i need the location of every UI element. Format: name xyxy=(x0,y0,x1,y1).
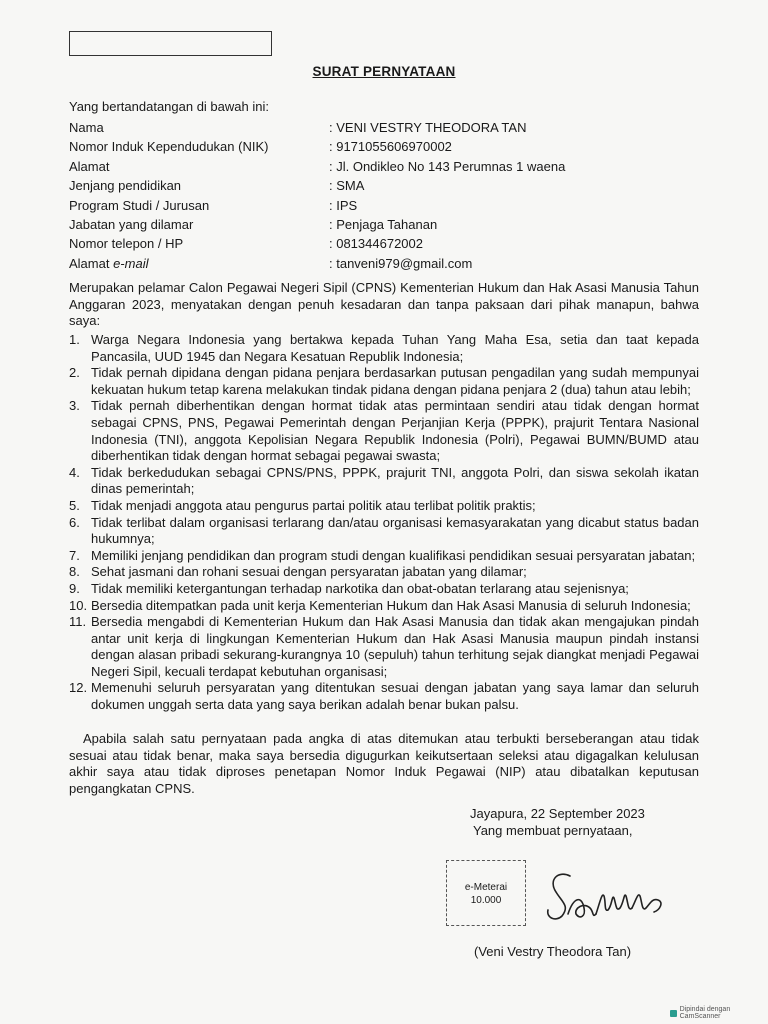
list-text: Bersedia mengabdi di Kementerian Hukum dan Hak Asasi Manusia dan tidak akan mengajukan pindah antar unit kerja di lingkungan Kementerian Hukum dan Hak Asasi Manusia maupun pindah instansi dengan alasan pribadi sekurang-kurangnya 10 (sepuluh) tahun terhitung sejak diangkat menjadi Pegawai Negeri Sipil, kecuali terdapat kebutuhan organisasi; xyxy=(91,614,699,679)
identity-row-email xyxy=(69,254,709,273)
identity-value: : tanveni979@gmail.com xyxy=(329,255,473,271)
list-item xyxy=(69,465,699,498)
closing-paragraph: Apabila salah satu pernyataan pada angka di atas ditemukan atau terbukti berseberangan atau tidak sesuai atau tidak benar, maka saya bersedia digugurkan keikutsertaan seleksi atau digagalkan kelulusan akhir saya atau tidak diproses penetapan Nomor Induk Pegawai (NIP) atau dibatalkan keputusan pengangkatan CPNS. xyxy=(69,731,699,796)
list-number: 2. xyxy=(69,365,80,381)
identity-row-address xyxy=(69,157,709,176)
identity-value: : SMA xyxy=(329,178,365,194)
list-item xyxy=(69,598,699,615)
identity-label: Program Studi / Jurusan xyxy=(69,197,210,213)
signer-caption: Yang membuat pernyataan, xyxy=(473,823,633,838)
list-text: Memiliki jenjang pendidikan dan program studi dengan kualifikasi pendidikan sesuai persyaratan jabatan; xyxy=(91,547,696,563)
list-text: Tidak pernah dipidana dengan pidana penjara berdasarkan putusan pengadilan yang sudah mempunyai kekuatan hukum tetap karena melakukan tindak pidana dengan pidana penjara 2 (dua) tahun atau lebih; xyxy=(91,365,699,397)
list-item xyxy=(69,581,699,598)
list-number: 12. xyxy=(69,680,88,696)
identity-label: Nomor telepon / HP xyxy=(69,236,184,252)
list-text: Tidak pernah diberhentikan dengan hormat tidak atas permintaan sendiri atau tidak dengan hormat sebagai CPNS, PNS, Pegawai Pemerintah dengan Perjanjian Kerja (PPPK), prajurit Tentara Nasional Indonesia (TNI), anggota Kepolisian Negara Republik Indonesia (Polri), Pegawai BUMN/BUMD atau diberhentikan tidak dengan hormat sebagai pegawai swasta; xyxy=(91,398,699,464)
identity-value: : 081344672002 xyxy=(329,236,423,252)
identity-row-position xyxy=(69,215,709,234)
signature-block xyxy=(470,805,645,839)
identity-value: : Penjaga Tahanan xyxy=(329,216,438,232)
list-item xyxy=(69,332,699,365)
list-item xyxy=(69,498,699,515)
identity-table xyxy=(69,118,709,273)
document-title: SURAT PERNYATAAN xyxy=(312,64,456,79)
list-text: Bersedia ditempatkan pada unit kerja Kementerian Hukum dan Hak Asasi Manusia di seluruh Indonesia; xyxy=(91,597,691,613)
list-text: Warga Negara Indonesia yang bertakwa kepada Tuhan Yang Maha Esa, setia dan taat kepada Pancasila, UUD 1945 dan Negara Kesatuan Republik Indonesia; xyxy=(91,332,699,364)
list-number: 3. xyxy=(69,398,80,414)
identity-label: Alamat xyxy=(69,158,110,174)
list-text: Tidak terlibat dalam organisasi terlarang dan/atau organisasi kemasyarakatan yang dicabut status badan hukumnya; xyxy=(91,514,699,547)
camscanner-icon xyxy=(670,1010,677,1017)
statement-paragraph: Merupakan pelamar Calon Pegawai Negeri Sipil (CPNS) Kementerian Hukum dan Hak Asasi Manusia Tahun Anggaran 2023, menyatakan dengan penuh kesadaran dan tanpa paksaan dari pihak manapun, bahwa saya: xyxy=(69,280,699,329)
list-text: Sehat jasmani dan rohani sesuai dengan persyaratan jabatan yang dilamar; xyxy=(91,564,527,580)
blank-box xyxy=(69,31,272,56)
identity-row-major xyxy=(69,196,709,215)
list-number: 11. xyxy=(69,614,87,630)
list-number: 9. xyxy=(69,580,80,596)
identity-row-education xyxy=(69,176,709,195)
list-number: 7. xyxy=(69,547,80,563)
list-number: 6. xyxy=(69,514,80,530)
signer-name: (Veni Vestry Theodora Tan) xyxy=(474,944,632,959)
list-item xyxy=(69,548,699,565)
list-item xyxy=(69,365,699,398)
place-date: Jayapura, 22 September 2023 xyxy=(470,806,645,821)
identity-label: Jenjang pendidikan xyxy=(69,178,182,194)
scanner-label: Dipindai dengan CamScanner xyxy=(679,1006,731,1020)
list-text: Memenuhi seluruh persyaratan yang ditentukan sesuai dengan jabatan yang saya lamar dan seluruh dokumen unggah serta data yang saya berikan adalah benar bukan palsu. xyxy=(91,680,699,713)
list-item xyxy=(69,680,699,713)
identity-label xyxy=(69,254,148,273)
identity-value: : IPS xyxy=(329,197,358,213)
statement-list xyxy=(69,332,699,714)
meterai-label: e-Meterai xyxy=(464,882,508,893)
identity-value: : VENI VESTRY THEODORA TAN xyxy=(329,120,527,135)
identity-value: : 9171055606970002 xyxy=(329,139,452,155)
identity-value: : Jl. Ondikleo No 143 Perumnas 1 waena xyxy=(329,158,566,174)
e-meterai-stamp xyxy=(446,860,526,926)
identity-row-nik xyxy=(69,137,709,156)
list-item xyxy=(69,515,699,548)
list-number: 1. xyxy=(69,332,80,347)
identity-label-italic: e-mail xyxy=(113,255,149,271)
meterai-value: 10.000 xyxy=(470,895,502,906)
identity-label: Nomor Induk Kependudukan (NIK) xyxy=(69,139,269,155)
scanner-watermark xyxy=(670,1006,768,1020)
list-text: Tidak menjadi anggota atau pengurus partai politik atau terlibat politik praktis; xyxy=(91,497,536,513)
identity-label: Jabatan yang dilamar xyxy=(69,216,194,232)
list-text: Tidak memiliki ketergantungan terhadap narkotika dan obat-obatan terlarang atau sejenisnya; xyxy=(91,580,629,596)
list-number: 4. xyxy=(69,464,80,480)
list-item xyxy=(69,564,699,581)
identity-row-name xyxy=(69,118,709,137)
list-number: 8. xyxy=(69,564,80,580)
identity-label: Nama xyxy=(69,120,104,135)
list-number: 10. xyxy=(69,597,88,613)
signature-icon xyxy=(540,862,670,926)
list-item xyxy=(69,398,699,464)
identity-row-phone xyxy=(69,234,709,253)
identity-label-plain: Alamat xyxy=(69,255,114,271)
list-number: 5. xyxy=(69,497,80,513)
list-item xyxy=(69,614,699,680)
intro-text: Yang bertandatangan di bawah ini: xyxy=(69,99,269,114)
list-text: Tidak berkedudukan sebagai CPNS/PNS, PPPK, prajurit TNI, anggota Polri, dan siswa sekolah ikatan dinas pemerintah; xyxy=(91,464,699,497)
